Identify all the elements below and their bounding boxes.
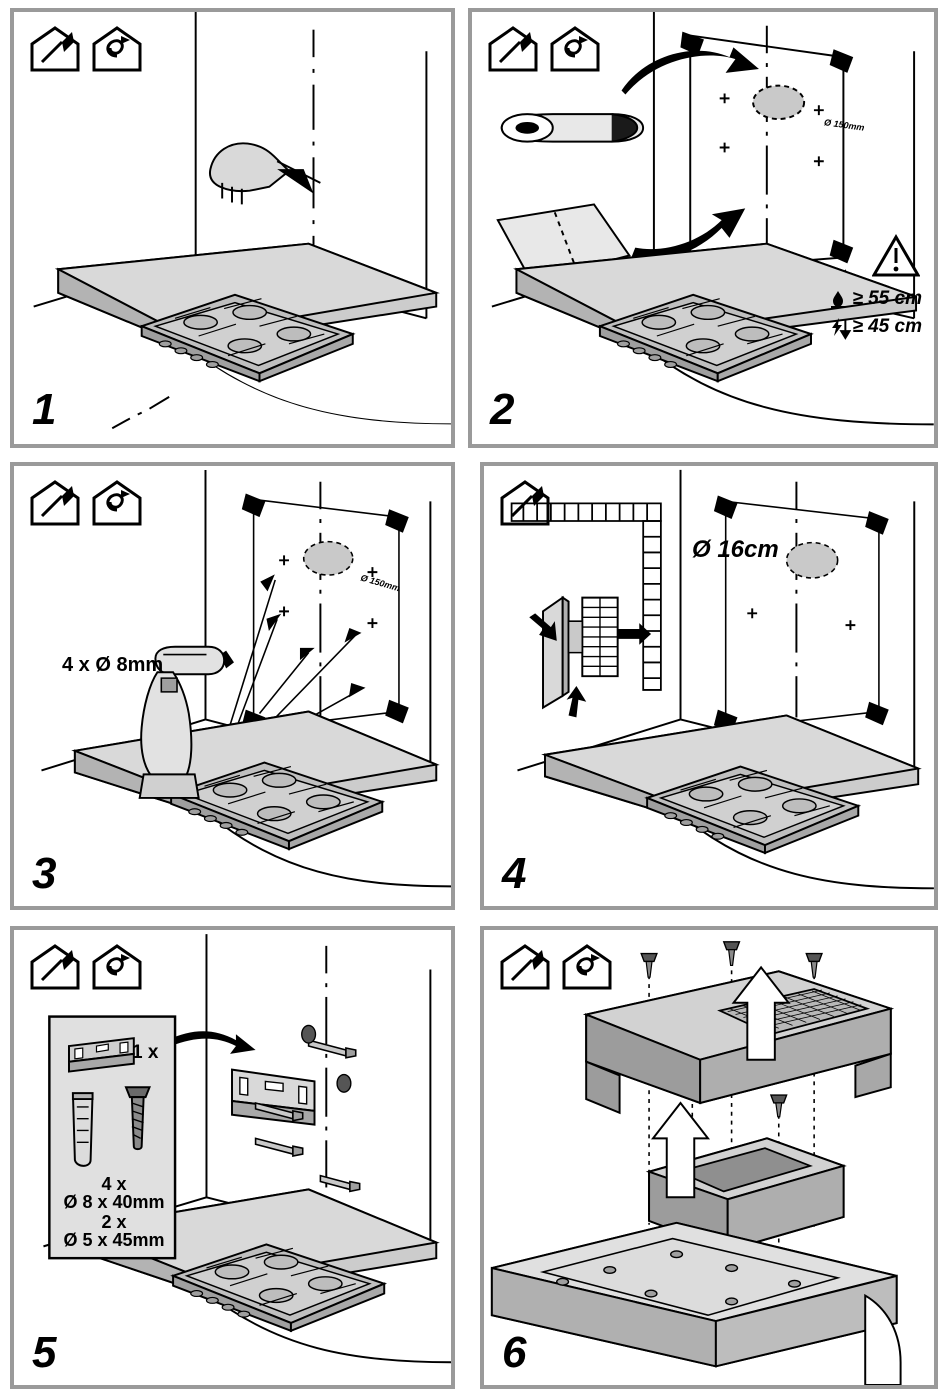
panel-3-icon-group [28,478,144,528]
panel-5-number: 5 [32,1328,57,1377]
min-distance-electric-label: ≥ 45 cm [852,316,922,337]
panel-1-icon-group [28,24,144,74]
hole-saw-detail [543,598,618,708]
panel-1-drawing [14,12,451,444]
house-with-fan-icon [90,24,144,74]
house-with-fan-icon [90,478,144,528]
panel-3-drawing [14,466,451,906]
panel-5-icon-group [28,942,144,992]
house-with-drill-icon [28,942,82,992]
panel-5 [10,926,455,1389]
panel-4-drawing [484,466,934,906]
duct-hole-outline [753,86,804,119]
panel-2 [468,8,938,448]
house-with-drill-icon [498,478,552,528]
house-with-drill-icon [486,24,540,74]
screw-quantity-label: 2 x [101,1212,127,1232]
panel-2-number: 2 [490,385,515,434]
panel-4-icon-group [498,478,552,528]
house-with-drill-icon [28,24,82,74]
house-with-drill-icon [498,942,552,992]
panel-2-drawing [472,12,934,444]
hood-base [492,1223,901,1385]
drill-spec-label: 4 x Ø 8mm [62,654,164,676]
duct-hole-outline [787,543,838,578]
panel-2-icon-group [486,24,602,74]
adhesive-tape-roll [502,114,643,141]
template-hole-diameter-label: Ø 150mm [359,572,402,594]
house-with-drill-icon [28,478,82,528]
electric-hob-icon [830,318,844,336]
gas-hob-icon [830,290,846,308]
house-with-fan-icon [90,942,144,992]
hood-canopy [586,971,891,1112]
wall-plug [73,1093,93,1166]
panel-1 [10,8,455,448]
min-distance-electric-row [830,316,922,338]
wall-template [714,495,889,733]
house-with-fan-icon [548,24,602,74]
template-hole-diameter-label: Ø 150mm [823,117,866,133]
panel-3 [10,462,455,910]
wall-plug-spec-label: Ø 8 x 40mm [63,1192,165,1212]
house-with-fan-icon [560,942,614,992]
duct-hole-outline [304,542,353,575]
warning-triangle-icon [872,234,920,283]
brick-wall-detail [512,503,661,717]
panel-4-number: 4 [502,849,527,898]
screw-spec-label: Ø 5 x 45mm [63,1230,165,1250]
panel-4 [480,462,938,910]
panel-6-number: 6 [502,1328,527,1377]
panel-6 [480,926,938,1389]
wall-template [242,494,409,734]
min-distance-gas-label: ≥ 55 cm [852,288,922,309]
wall-plug-quantity-label: 4 x [101,1174,127,1194]
panel-6-icon-group [498,942,614,992]
panel-6-drawing [484,930,934,1385]
panel-1-number: 1 [32,385,57,434]
panel-5-drawing [14,930,451,1385]
panel-3-number: 3 [32,849,57,898]
worktop-centre-line [112,397,169,428]
bracket-callout-arrow [167,1031,255,1054]
min-distance-gas-row [830,288,922,310]
bracket-quantity-label: 1 x [132,1042,159,1063]
duct-diameter-label: Ø 16cm [692,536,779,563]
